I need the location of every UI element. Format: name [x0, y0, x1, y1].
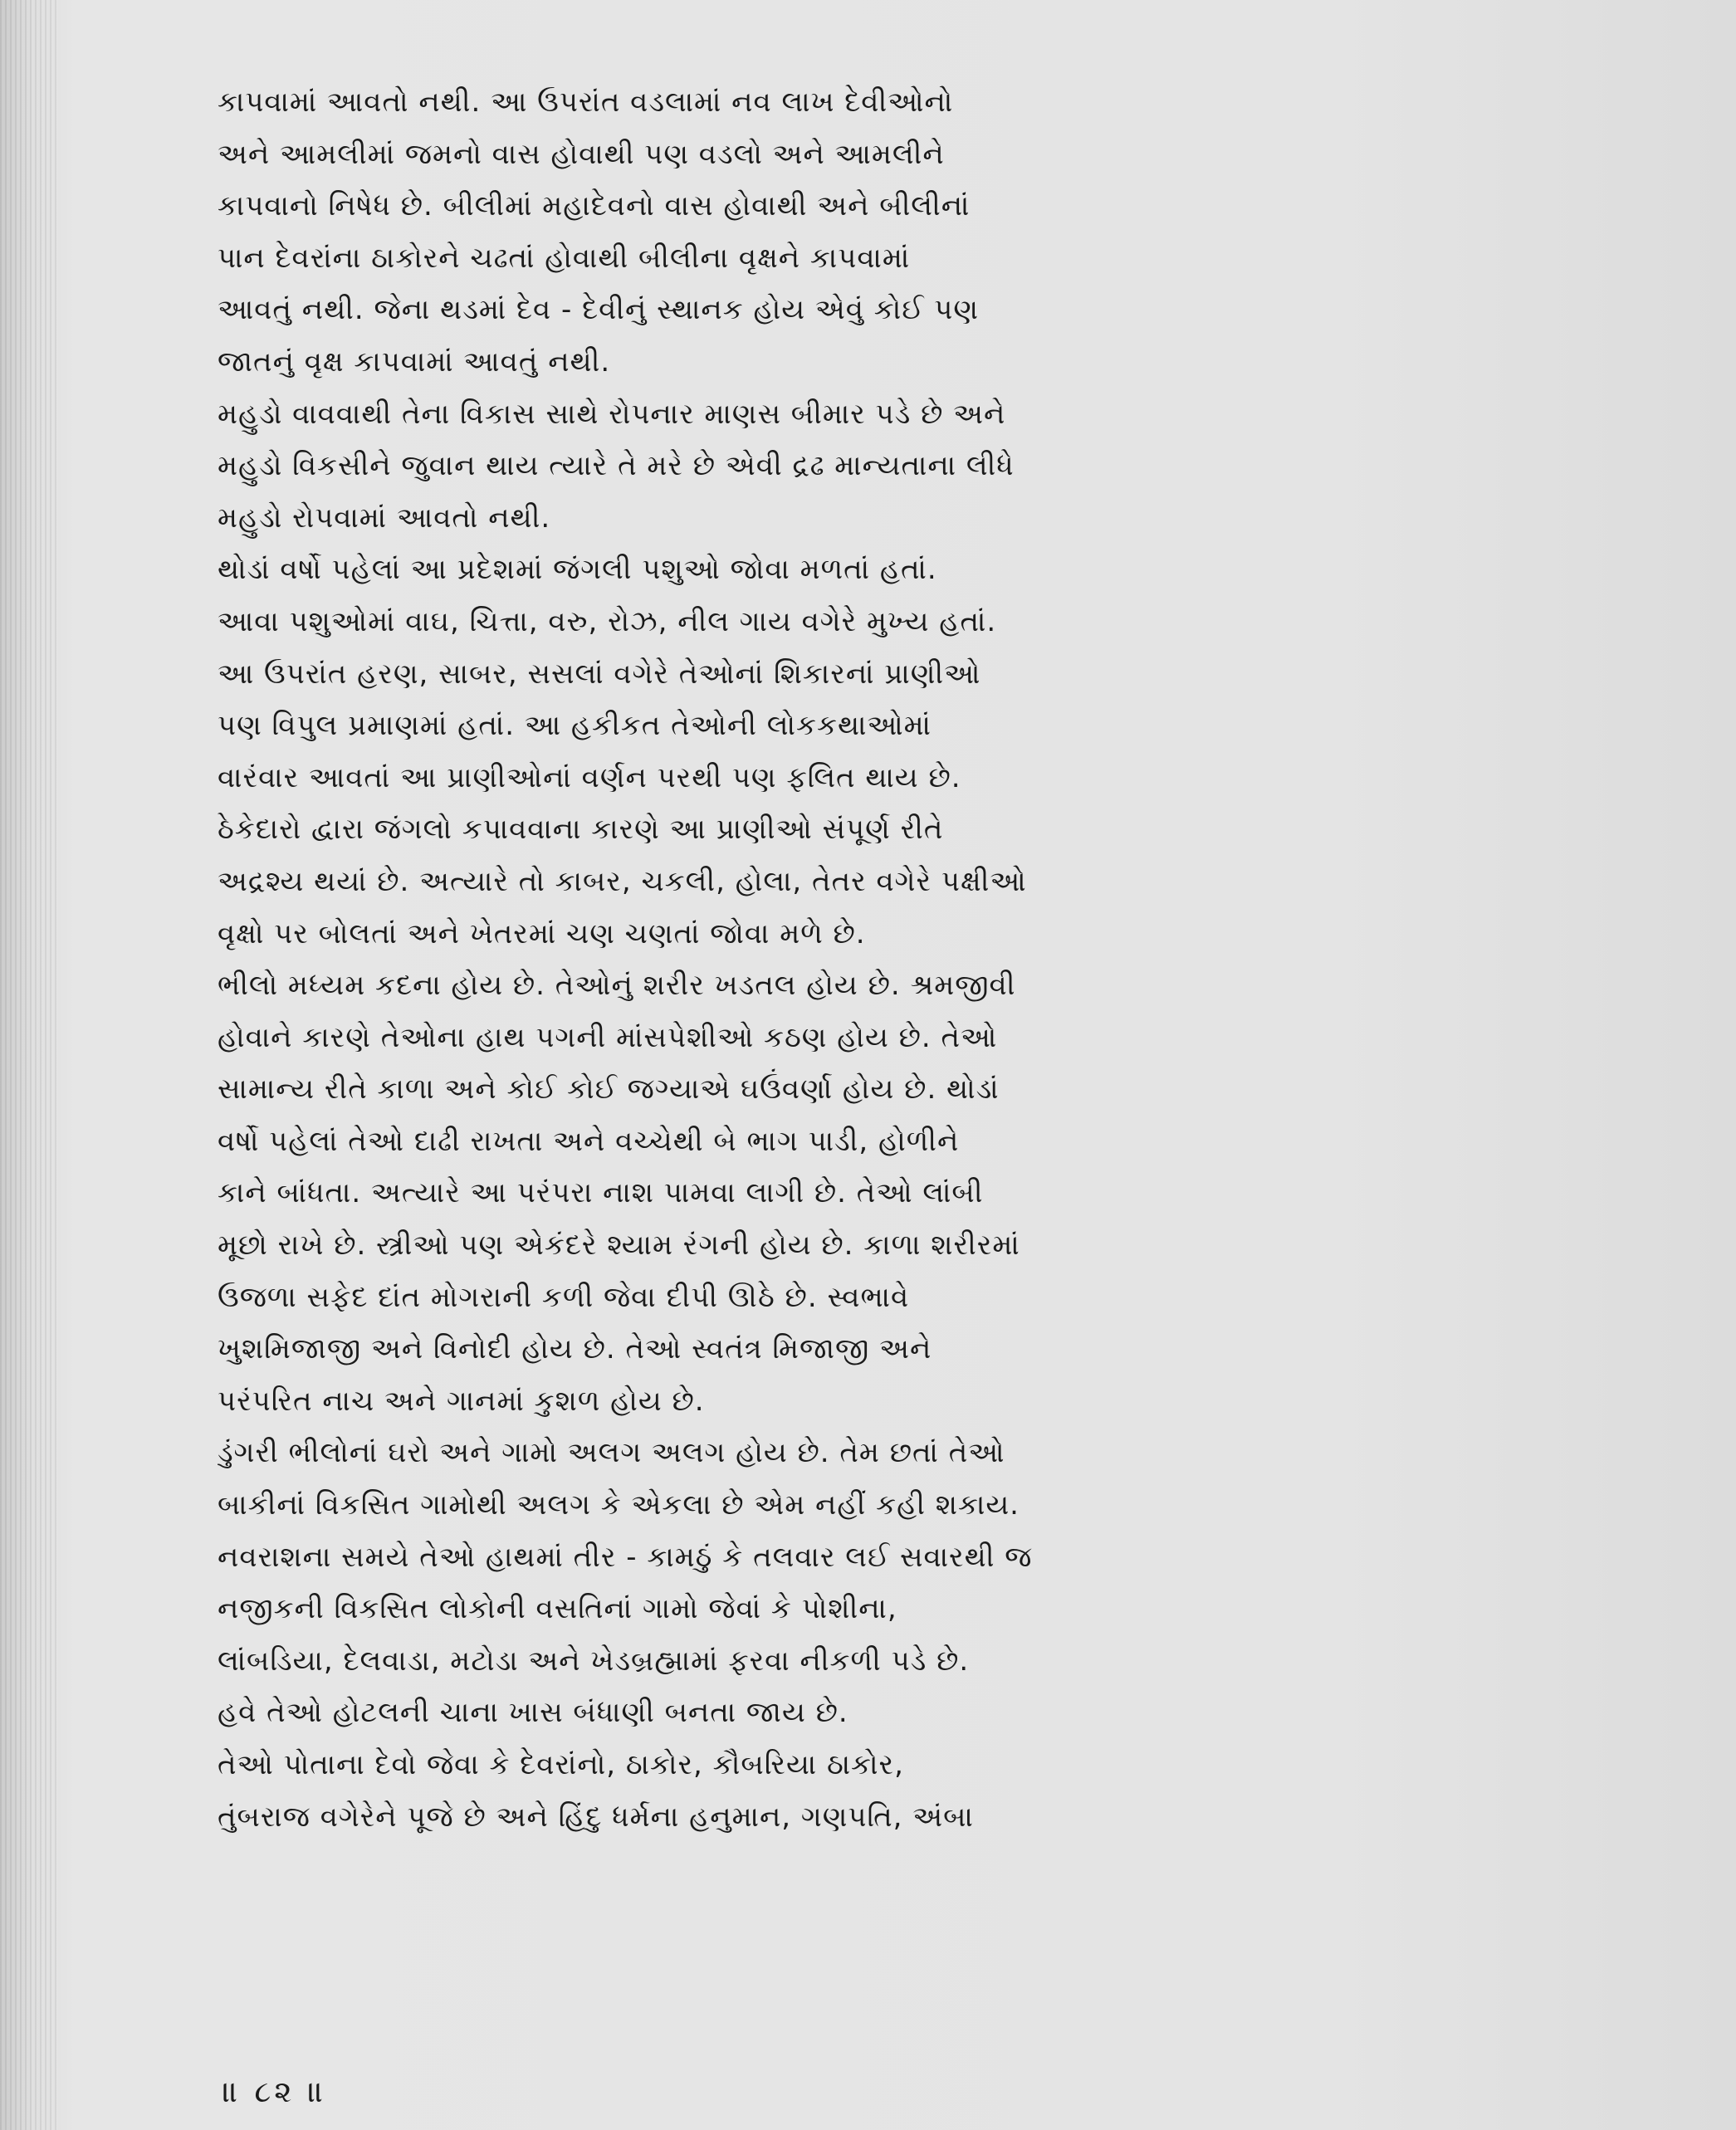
text-line: પણ વિપુલ પ્રમાણમાં હતાં. આ હકીકત તેઓની લોકકથાઓમાં: [218, 709, 932, 743]
text-line: જાતનું વૃક્ષ કાપવામાં આવતું નથી.: [218, 344, 611, 379]
text-line: ઉજળા સફેદ દાંત મોગરાની કળી જેવા દીપી ઊઠે છે. સ્વભાવે: [218, 1280, 910, 1314]
text-line: તેઓ પોતાના દેવો જેવા કે દેવરાંનો, ઠાકોર, કૌબરિયા ઠાકોર,: [218, 1748, 904, 1781]
text-line: કાપવામાં આવતો નથી. આ ઉપરાંત વડલામાં નવ લાખ દેવીઓનો: [218, 85, 954, 119]
text-line: કાપવાનો નિષેધ છે. બીલીમાં મહાદેવનો વાસ હોવાથી અને બીલીનાં: [218, 189, 971, 223]
text-line: આવતું નથી. જેના થડમાં દેવ - દેવીનું સ્થાનક હોય એવું કોઈ પણ: [218, 293, 980, 327]
text-line: વૃક્ષો પર બોલતાં અને ખેતરમાં ચણ ચણતાં જોવા મળે છે.: [218, 916, 866, 950]
text-line: ખુશમિજાજી અને વિનોદી હોય છે. તેઓ સ્વતંત્ર મિજાજી અને: [218, 1332, 932, 1366]
text-line: અને આમલીમાં જમનો વાસ હોવાથી પણ વડલો અને આમલીને: [218, 137, 945, 171]
text-line: મહુડો વાવવાથી તેના વિકાસ સાથે રોપનાર માણસ બીમાર પડે છે અને: [218, 397, 1006, 431]
text-line: મહુડો રોપવામાં આવતો નથી.: [218, 501, 551, 535]
text-line: વારંવાર આવતાં આ પ્રાણીઓનાં વર્ણન પરથી પણ ફલિત થાય છે.: [218, 760, 961, 794]
text-line: ડુંગરી ભીલોનાં ઘરો અને ગામો અલગ અલગ હોય છે. તેમ છતાં તેઓ: [218, 1436, 1005, 1470]
text-line: આવા પશુઓમાં વાઘ, ચિત્તા, વરુ, રોઝ, નીલ ગાય વગેરે મુખ્ય હતાં.: [218, 604, 997, 638]
text-line: થોડાં વર્ષો પહેલાં આ પ્રદેશમાં જંગલી પશુઓ જોવા મળતાં હતાં.: [218, 553, 937, 587]
text-line: કાને બાંધતા. અત્યારે આ પરંપરા નાશ પામવા લાગી છે. તેઓ લાંબી: [218, 1176, 984, 1210]
page-number: ॥ ૮૨ ॥: [223, 2075, 327, 2109]
text-line: લાંબડિયા, દેલવાડા, મટોડા અને ખેડબ્રહ્મામાં ફરવા નીકળી પડે છે.: [218, 1644, 970, 1678]
text-line: ઠેકેદારો દ્વારા જંગલો કપાવવાના કારણે આ પ્રાણીઓ સંપૂર્ણ રીતે: [218, 813, 944, 847]
text-line: નવરાશના સમયે તેઓ હાથમાં તીર - કામઠું કે તલવાર લઈ સવારથી જ: [218, 1540, 1033, 1574]
text-line: પરંપરિત નાચ અને ગાનમાં કુશળ હોય છે.: [218, 1384, 705, 1418]
body-text: [218, 76, 1081, 1843]
text-line: તુંબરાજ વગેરેને પૂજે છે અને હિંદુ ધર્મના હનુમાન, ગણપતિ, અંબા: [218, 1800, 974, 1834]
text-line: વર્ષો પહેલાં તેઓ દાઢી રાખતા અને વચ્ચેથી બે ભાગ પાડી, હોળીને: [218, 1124, 960, 1158]
text-line: હોવાને કારણે તેઓના હાથ પગની માંસપેશીઓ કઠણ હોય છે. તેઓ: [218, 1020, 998, 1054]
text-line: બાકીનાં વિકસિત ગામોથી અલગ કે એકલા છે એમ નહીં કહી શકાય.: [218, 1488, 1020, 1522]
text-line: અદ્રશ્ય થયાં છે. અત્યારે તો કાબર, ચકલી, હોલા, તેતર વગેરે પક્ષીઓ: [218, 864, 1027, 898]
text-line: સામાન્ય રીતે કાળા અને કોઈ કોઈ જગ્યાએ ઘઉંવર્ણા હોય છે. થોડાં: [218, 1072, 1000, 1107]
text-line: ભીલો મધ્યમ કદના હોય છે. તેઓનું શરીર ખડતલ હોય છે. શ્રમજીવી: [218, 969, 1016, 1003]
text-line: મૂછો રાખે છે. સ્ત્રીઓ પણ એકંદરે શ્યામ રંગની હોય છે. કાળા શરીરમાં: [218, 1229, 1020, 1263]
text-line: હવે તેઓ હોટલની ચાના ખાસ બંધાણી બનતા જાય છે.: [218, 1696, 848, 1730]
text-line: આ ઉપરાંત હરણ, સાબર, સસલાં વગેરે તેઓનાં શિકારનાં પ્રાણીઓ: [218, 657, 981, 691]
page-stack-edge: [0, 0, 58, 2130]
text-line: પાન દેવરાંના ઠાકોરને ચઢતાં હોવાથી બીલીના વૃક્ષને કાપવામાં: [218, 241, 911, 275]
text-line: નજીકની વિકસિત લોકોની વસતિનાં ગામો જેવાં કે પોશીના,: [218, 1592, 897, 1626]
text-line: મહુડો વિકસીને જુવાન થાય ત્યારે તે મરે છે એવી દ્રઢ માન્યતાના લીધે: [218, 449, 1015, 483]
